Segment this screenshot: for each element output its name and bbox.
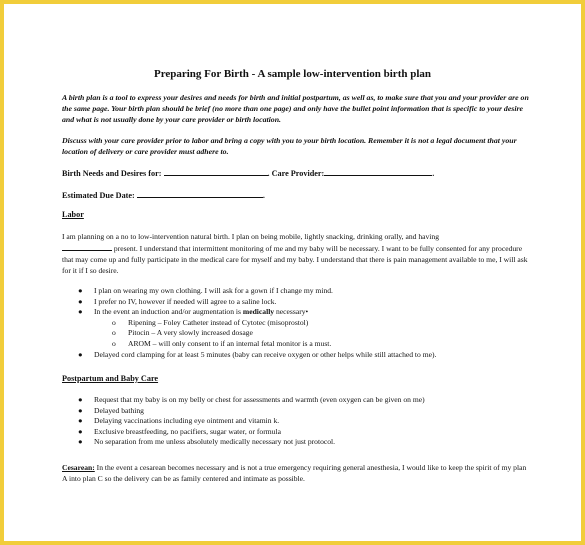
postpartum-heading: Postpartum and Baby Care: [62, 374, 159, 383]
labor-support-blank[interactable]: [62, 242, 112, 251]
sub-bullet-icon: o: [112, 317, 116, 327]
discuss-paragraph: Discuss with your care provider prior to labor and bring a copy with you to your birth location. Remember it is not a legal document that your location of delivery or care provider must adhere to.: [62, 136, 517, 156]
labor-list: [74, 286, 534, 360]
trailing-period: .: [432, 169, 435, 178]
bullet-icon: ●: [78, 405, 83, 415]
document-page: [4, 4, 581, 541]
bullet-icon: ●: [78, 307, 83, 317]
labor-paragraph-rest: present. I understand that intermittent monitoring of me and my baby will be necessary. I want to be fully consented for any procedure that may come up and fully participate in the medical care for myself and my baby. I understand that there is pain management available to me, I will ask for it if I so desire.: [62, 244, 528, 275]
due-date-line: [62, 189, 265, 201]
labor-heading: Labor: [62, 210, 84, 219]
list-item: ● I plan on wearing my own clothing. I will ask for a gown if I change my mind.: [78, 286, 333, 295]
bullet-icon: ●: [78, 286, 83, 295]
list-item: o Pitocin – A very slowly increased dosage: [112, 328, 253, 338]
bullet-icon: ●: [78, 437, 83, 447]
document-title: Preparing For Birth - A sample low-intervention birth plan: [153, 68, 432, 80]
sub-bullet-icon: o: [112, 338, 116, 348]
due-date-period: .: [262, 191, 265, 200]
list-item: ● I prefer no IV, however if needed will agree to a saline lock.: [78, 296, 277, 306]
due-date-blank[interactable]: [137, 189, 263, 198]
bullet-icon: ●: [78, 426, 83, 436]
bullet-icon: ●: [78, 349, 83, 359]
list-item: o Ripening – Foley Catheter instead of Cytotec (misoprostol): [112, 317, 309, 327]
cesarean-paragraph: [62, 462, 532, 484]
birth-needs-blank[interactable]: [164, 167, 268, 176]
list-item: ● Exclusive breastfeeding, no pacifiers, sugar water, or formula: [78, 426, 281, 436]
labor-paragraph: [62, 231, 532, 276]
list-item: ● In the event an induction and/or augmentation is medically necessary•: [78, 307, 309, 317]
cesarean-text: In the event a cesarean becomes necessary and is not a true emergency requiring general anesthesia, I would like to keep the spirit of my plan A into plan C so the delivery can be as family centered and intimate as possible.: [62, 463, 527, 483]
list-item: ● Delayed cord clamping for at least 5 minutes (baby can receive oxygen or other helps while still attached to me).: [78, 349, 437, 359]
bullet-icon: ●: [78, 395, 83, 404]
birth-needs-label: Birth Needs and Desires for:: [62, 169, 164, 178]
due-date-label: Estimated Due Date:: [62, 191, 137, 200]
list-item: ● Request that my baby is on my belly or chest for assessments and warmth (even oxygen can be given on me): [78, 395, 425, 404]
list-item: ● No separation from me unless absolutely medically necessary not just protocol.: [78, 437, 336, 447]
intro-paragraph: A birth plan is a tool to express your desires and needs for birth and initial postpartum, as well as, to make sure that you and your provider are on the same page. Your birth plan should be brief (no more than one page) and only have the bullet point information that is specific to your desire and what is not usually done by your care provider or birth location.: [62, 93, 529, 124]
care-provider-label: . Care Provider:: [267, 169, 325, 178]
labor-paragraph-start: I am planning on a no to low-intervention natural birth. I plan on being mobile, lightly snacking, drinking orally, and having: [62, 232, 440, 241]
postpartum-list: [74, 395, 534, 448]
care-provider-blank[interactable]: [324, 167, 435, 178]
list-item: ● Delayed bathing: [78, 405, 144, 415]
list-item: ● Delaying vaccinations including eye ointment and vitamin k.: [78, 416, 280, 426]
birth-needs-line: [62, 167, 434, 179]
bullet-icon: ●: [78, 296, 83, 306]
list-item: o AROM – will only consent to if an internal fetal monitor is a must.: [112, 338, 332, 348]
cesarean-label: Cesarean:: [62, 463, 95, 472]
bullet-icon: ●: [78, 416, 83, 426]
sub-bullet-icon: o: [112, 328, 116, 338]
